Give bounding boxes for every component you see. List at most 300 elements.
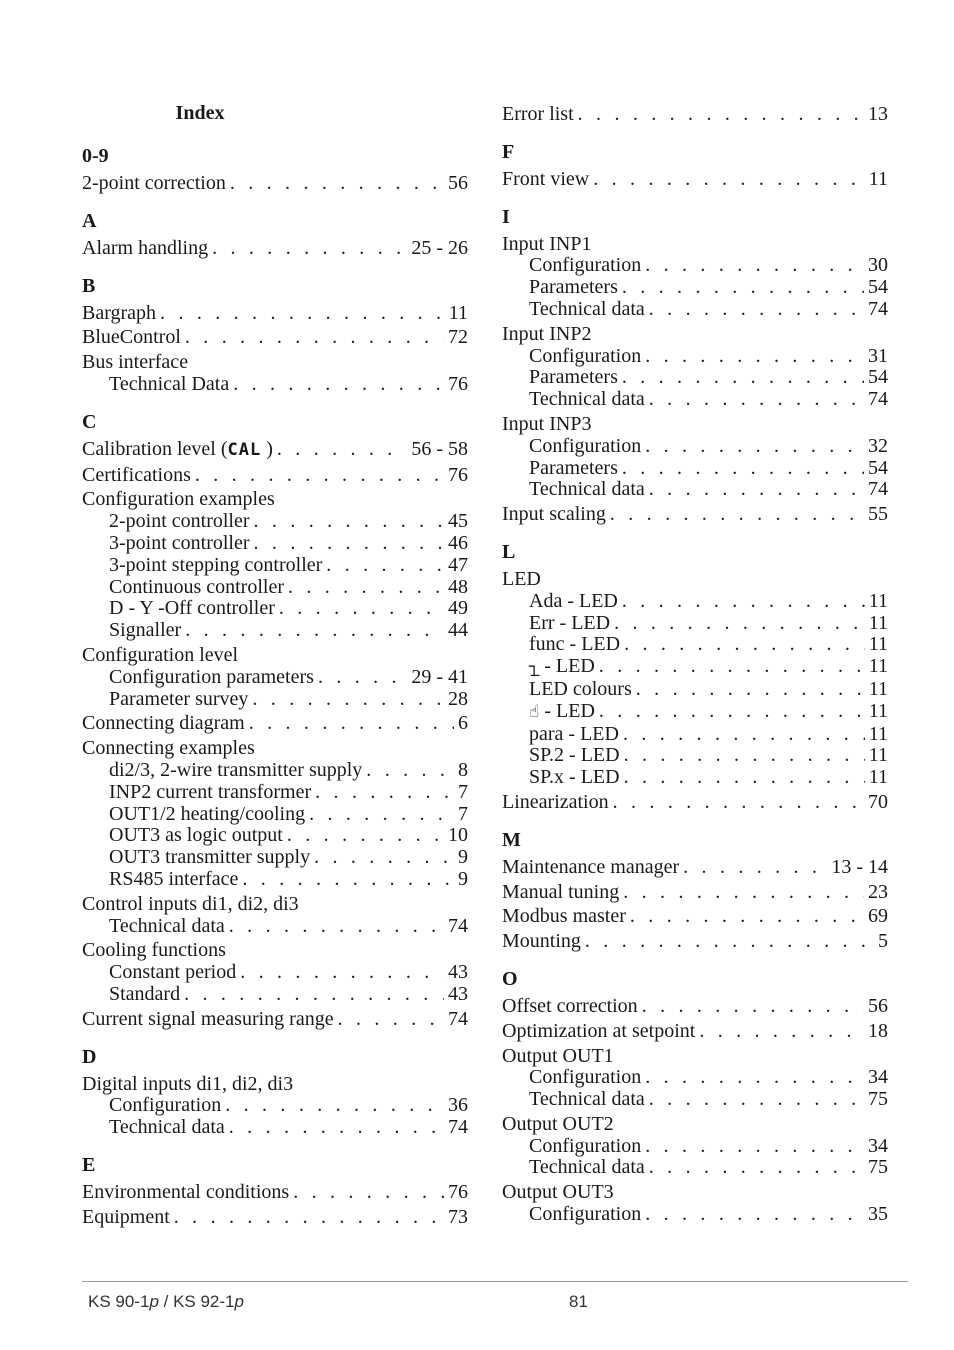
entry-page: 25 - 26: [411, 236, 468, 259]
dot-leader: [195, 465, 444, 487]
entry-label: Environmental conditions: [82, 1180, 290, 1203]
index-entry: [82, 303, 468, 325]
entry-label: INP2 current transformer: [109, 780, 312, 803]
entry-page: 74: [448, 1116, 468, 1139]
entry-text: [502, 1021, 695, 1043]
entry-page: 43: [448, 982, 468, 1005]
entry-page: 9: [458, 846, 468, 869]
entry-label: Configuration examples: [82, 488, 275, 511]
dot-leader: [649, 389, 864, 411]
index-column-right: [502, 101, 888, 1226]
entry-label: - LED: [539, 699, 595, 722]
dot-leader: [242, 869, 454, 891]
entry-page: 74: [448, 914, 468, 937]
entry-label: Constant period: [109, 961, 237, 984]
entry-text: [82, 327, 181, 349]
entry-label: Error list: [502, 103, 574, 125]
index-section: [502, 203, 888, 526]
entry-text: [109, 533, 250, 555]
entry-label: Optimization at setpoint: [502, 1019, 696, 1042]
entry-text: [109, 869, 238, 891]
dot-leader: [623, 882, 864, 904]
index-entry: [502, 504, 888, 526]
entry-label: Configuration parameters: [109, 665, 314, 688]
dot-leader: [636, 679, 865, 701]
entry-label: Mounting: [502, 930, 581, 953]
index-entry: [82, 940, 468, 962]
entry-page: 73: [448, 1205, 468, 1228]
entry-page: 56 - 58: [411, 437, 468, 460]
entry-text: [529, 1067, 641, 1089]
entry-page: 70: [868, 790, 888, 813]
index-subentry: [502, 1157, 888, 1179]
index-entry: [502, 169, 888, 191]
index-subentry: [502, 679, 888, 701]
entry-page: 48: [448, 575, 468, 598]
entry-label: Ada - LED: [529, 589, 618, 612]
entry-page: 35: [868, 1203, 888, 1226]
entry-label: Input INP2: [502, 322, 592, 345]
entry-label: Technical data: [529, 297, 645, 320]
entry-label: 2-point controller: [109, 510, 250, 533]
index-entry: [502, 792, 888, 814]
dot-leader: [649, 1157, 864, 1179]
entry-label: Front view: [502, 167, 590, 190]
dot-leader: [225, 1095, 444, 1117]
entry-label: BlueControl: [82, 326, 181, 349]
entry-page: 74: [868, 478, 888, 501]
dot-leader: [623, 724, 865, 746]
entry-label: Configuration: [529, 254, 642, 277]
dot-leader: [614, 613, 865, 635]
entry-text: [529, 1204, 641, 1226]
index-section: [82, 408, 468, 1031]
entry-label: OUT1/2 heating/cooling: [109, 802, 306, 825]
entry-label: 3-point controller: [109, 531, 250, 554]
entry-page: 76: [448, 1180, 468, 1203]
entry-page: 75: [868, 1088, 888, 1111]
dot-leader: [622, 591, 865, 613]
section-letter: L: [502, 540, 516, 563]
entry-label: - LED: [539, 655, 595, 678]
entry-label: OUT3 as logic output: [109, 824, 283, 847]
index-entry: [82, 738, 468, 760]
footer-suffix-b: p: [234, 1292, 244, 1311]
entry-page: 11: [868, 677, 888, 700]
entry-text: [529, 1157, 645, 1179]
entry-text: [109, 804, 305, 826]
entry-label: Technical data: [109, 914, 225, 937]
entry-text: [109, 760, 362, 782]
index-subentry: [502, 389, 888, 411]
index-section: [82, 272, 468, 396]
index-subentry: [82, 984, 468, 1006]
section-letter: 0-9: [82, 145, 109, 167]
index-section: [82, 142, 468, 195]
entry-label: Digital inputs di1, di2, di3: [82, 1072, 294, 1095]
dot-leader: [622, 277, 864, 299]
index-entry: [502, 1114, 888, 1136]
entry-page: 6: [458, 712, 468, 735]
index-entry: [502, 931, 888, 953]
dot-leader: [624, 634, 865, 656]
dot-leader: [578, 104, 864, 126]
index-subentry: [502, 255, 888, 277]
index-subentry: [502, 299, 888, 321]
entry-page: 72: [448, 326, 468, 349]
index-subentry: [82, 374, 468, 396]
entry-page: 49: [448, 597, 468, 620]
section-letter: B: [82, 274, 96, 297]
entry-label: func - LED: [529, 633, 621, 656]
entry-page: 43: [448, 961, 468, 984]
entry-page: 11: [868, 655, 888, 678]
entry-label: Technical data: [529, 388, 645, 411]
entry-text: [502, 568, 541, 590]
entry-text: [529, 367, 618, 389]
index-subentry: [82, 1095, 468, 1117]
entry-label: Input scaling: [502, 503, 606, 526]
dot-leader: [366, 760, 454, 782]
section-letter: D: [82, 1045, 97, 1068]
dot-leader: [624, 745, 865, 767]
entry-label: Output OUT1: [502, 1044, 614, 1067]
entry-label: Equipment: [82, 1205, 170, 1228]
entry-label: Configuration: [529, 1134, 642, 1157]
entry-text: [82, 644, 238, 666]
entry-label: Parameters: [529, 456, 618, 479]
entry-text: [529, 745, 620, 767]
entry-text: [529, 724, 619, 746]
index-section: [82, 1043, 468, 1139]
index-entry: [502, 906, 888, 928]
dot-leader: [254, 511, 444, 533]
entry-text: [529, 1089, 645, 1111]
index-entry: [82, 439, 468, 462]
index-title: Index: [175, 102, 225, 124]
index-subentry: [502, 367, 888, 389]
entry-text: [109, 782, 311, 804]
entry-text: [82, 465, 191, 487]
entry-label: Output OUT2: [502, 1112, 614, 1135]
index-subentry: [502, 1067, 888, 1089]
dot-leader: [642, 996, 864, 1018]
entry-label: Maintenance manager: [502, 855, 680, 878]
entry-page: 5: [878, 930, 888, 953]
entry-label: Configuration level: [82, 643, 239, 666]
entry-text: [529, 346, 641, 368]
dot-leader: [699, 1021, 864, 1043]
entry-text: [82, 238, 208, 260]
entry-page: 75: [868, 1156, 888, 1179]
entry-page: 34: [868, 1134, 888, 1157]
entry-label: di2/3, 2-wire transmitter supply: [109, 758, 363, 781]
entry-text: [502, 1181, 614, 1203]
footer-suffix-a: p: [149, 1292, 159, 1311]
entry-label: LED: [502, 567, 541, 590]
entry-page: 11: [868, 766, 888, 789]
entry-label: Connecting examples: [82, 737, 255, 760]
entry-text: [109, 555, 322, 577]
entry-text: [82, 939, 226, 961]
entry-page: 7: [458, 802, 468, 825]
hand-symbol-icon: ☝: [529, 701, 540, 722]
entry-text: [82, 1009, 334, 1031]
dot-leader: [315, 782, 454, 804]
dot-leader: [184, 984, 444, 1006]
dot-leader: [229, 1117, 444, 1139]
entry-text: [529, 634, 620, 656]
dot-leader: [622, 367, 864, 389]
index-subentry: [502, 724, 888, 746]
section-letter: C: [82, 410, 97, 433]
index-subentry: [502, 1136, 888, 1158]
entry-page: 11: [868, 633, 888, 656]
entry-text: [529, 701, 595, 724]
entry-page: 9: [458, 867, 468, 890]
entry-text: [502, 104, 574, 126]
entry-label: Bus interface: [82, 351, 189, 374]
entry-page: 11: [868, 611, 888, 634]
index-subentry: [82, 916, 468, 938]
dot-leader: [160, 303, 445, 325]
index-subentry: [502, 745, 888, 767]
index-subentry: [502, 767, 888, 789]
index-subentry: [82, 782, 468, 804]
entry-text: [82, 173, 226, 195]
entry-text: [109, 825, 283, 847]
index-entry: [82, 713, 468, 735]
dot-leader: [309, 804, 454, 826]
index-subentry: [502, 591, 888, 613]
entry-page: 74: [868, 388, 888, 411]
dot-leader: [645, 436, 864, 458]
index-subentry: [82, 869, 468, 891]
entry-page: 32: [868, 434, 888, 457]
index-subentry: [502, 613, 888, 635]
index-subentry: [502, 701, 888, 724]
dot-leader: [185, 620, 444, 642]
index-subentry: [82, 511, 468, 533]
index-entry: [502, 996, 888, 1018]
entry-text: [529, 767, 620, 789]
entry-label: Configuration: [529, 434, 642, 457]
entry-page: 11: [868, 699, 888, 722]
entry-page: 7: [458, 780, 468, 803]
entry-label: Calibration level (: [82, 437, 228, 460]
dot-leader: [326, 555, 444, 577]
index-subentry: [502, 277, 888, 299]
entry-page: 10: [448, 824, 468, 847]
lcd-display-text: CAL: [227, 439, 262, 460]
entry-text: [109, 374, 229, 396]
index-subentry: [82, 1117, 468, 1139]
entry-text: [529, 679, 632, 701]
entry-text: [529, 436, 641, 458]
entry-label: 2-point correction: [82, 172, 226, 194]
index-entry: [82, 894, 468, 916]
entry-page: 74: [868, 297, 888, 320]
entry-text: [529, 255, 641, 277]
entry-text: [109, 598, 275, 620]
entry-text: [502, 792, 609, 814]
index-section: [502, 965, 888, 1226]
dot-leader: [645, 346, 864, 368]
index-entry: [502, 1182, 888, 1204]
entry-page: 29 - 41: [411, 665, 468, 688]
entry-page: 23: [868, 880, 888, 903]
dot-leader: [649, 479, 864, 501]
entry-text: [502, 169, 589, 191]
entry-page: 30: [868, 254, 888, 277]
index-subentry: [82, 577, 468, 599]
ramp-symbol-icon: ┐̲: [529, 657, 540, 678]
dot-leader: [645, 255, 864, 277]
index-entry: [82, 327, 468, 349]
entry-page: 76: [448, 372, 468, 395]
section-letter: E: [82, 1153, 96, 1176]
index-section: [502, 104, 888, 126]
entry-label: 3-point stepping controller: [109, 553, 323, 576]
index-section: [82, 207, 468, 260]
entry-label: LED colours: [529, 677, 632, 700]
entry-label: Technical data: [529, 1088, 645, 1111]
entry-page: 47: [448, 553, 468, 576]
dot-leader: [277, 439, 407, 461]
entry-text: [109, 1117, 225, 1139]
entry-label-after: ): [261, 437, 273, 460]
dot-leader: [649, 1089, 864, 1111]
dot-leader: [293, 1182, 444, 1204]
entry-label: Connecting diagram: [82, 712, 245, 735]
entry-page: 56: [448, 172, 468, 194]
index-entry: [502, 882, 888, 904]
index-entry: [502, 234, 888, 256]
index-section: [502, 138, 888, 191]
entry-text: [502, 413, 591, 435]
dot-leader: [599, 701, 865, 723]
dot-leader: [230, 173, 444, 195]
index-entry: [82, 489, 468, 511]
entry-page: 11: [868, 744, 888, 767]
entry-page: 13: [868, 103, 888, 125]
entry-text: [109, 577, 284, 599]
entry-text: [82, 1207, 170, 1229]
dot-leader: [649, 299, 864, 321]
entry-text: [109, 847, 310, 869]
entry-text: [109, 916, 225, 938]
entry-page: 54: [868, 276, 888, 299]
entry-text: [529, 299, 645, 321]
entry-page: 69: [868, 905, 888, 928]
index-entry: [82, 352, 468, 374]
entry-text: [82, 737, 255, 759]
entry-label: SP.x - LED: [529, 766, 620, 789]
entry-text: [502, 931, 581, 953]
index-subentry: [82, 847, 468, 869]
entry-page: 34: [868, 1066, 888, 1089]
entry-text: [502, 504, 606, 526]
index-entry: [502, 569, 888, 591]
index-subentry: [502, 458, 888, 480]
entry-text: [529, 458, 618, 480]
index-subentry: [82, 962, 468, 984]
entry-page: 18: [868, 1019, 888, 1042]
dot-leader: [174, 1207, 444, 1229]
dot-leader: [287, 825, 444, 847]
entry-text: [529, 479, 645, 501]
section-letter: F: [502, 140, 515, 163]
index-entry: [502, 414, 888, 436]
entry-text: [529, 591, 618, 613]
index-subentry: [82, 804, 468, 826]
entry-page: 11: [448, 301, 468, 324]
dot-leader: [229, 916, 444, 938]
index-entry: [82, 465, 468, 487]
entry-text: [82, 713, 245, 735]
dot-leader: [212, 238, 407, 260]
entry-text: [502, 857, 679, 879]
index-column-left: [82, 96, 468, 1228]
entry-label: Manual tuning: [502, 880, 620, 903]
entry-label: OUT3 transmitter supply: [109, 846, 311, 869]
entry-label: Input INP1: [502, 232, 592, 255]
entry-page: 13 - 14: [831, 855, 888, 878]
entry-label: RS485 interface: [109, 867, 239, 890]
entry-label: Modbus master: [502, 905, 626, 928]
entry-text: [529, 389, 645, 411]
dot-leader: [645, 1204, 864, 1226]
entry-text: [109, 511, 250, 533]
entry-page: 45: [448, 510, 468, 533]
index-entry: [82, 1074, 468, 1096]
entry-label: Configuration: [529, 1203, 642, 1226]
section-letter: I: [502, 205, 510, 228]
index-entry: [502, 1021, 888, 1043]
dot-leader: [683, 857, 827, 879]
index-section: [502, 826, 888, 953]
entry-label: para - LED: [529, 722, 619, 745]
entry-text: [109, 620, 181, 642]
entry-label: Offset correction: [502, 994, 638, 1017]
entry-text: [529, 613, 610, 635]
entry-label: Parameters: [529, 276, 618, 299]
entry-text: [502, 1113, 614, 1135]
entry-text: [109, 667, 314, 689]
index-entry: [502, 324, 888, 346]
index-entry: [502, 1046, 888, 1068]
entry-label: Configuration: [529, 1066, 642, 1089]
entry-text: [82, 488, 275, 510]
dot-leader: [613, 792, 864, 814]
entry-text: [109, 1095, 221, 1117]
index-subentry: [502, 656, 888, 679]
dot-leader: [279, 598, 444, 620]
entry-text: [502, 1045, 614, 1067]
entry-text: [529, 1136, 641, 1158]
index-subentry: [502, 1089, 888, 1111]
entry-text: [82, 1182, 289, 1204]
entry-label: Signaller: [109, 619, 182, 642]
index-subentry: [502, 1204, 888, 1226]
entry-label: Configuration: [109, 1094, 222, 1117]
index-section: [502, 538, 888, 814]
entry-label: Cooling functions: [82, 939, 226, 962]
entry-text: [82, 1073, 293, 1095]
index-subentry: [82, 555, 468, 577]
entry-label: Current signal measuring range: [82, 1007, 334, 1030]
entry-text: [109, 689, 248, 711]
